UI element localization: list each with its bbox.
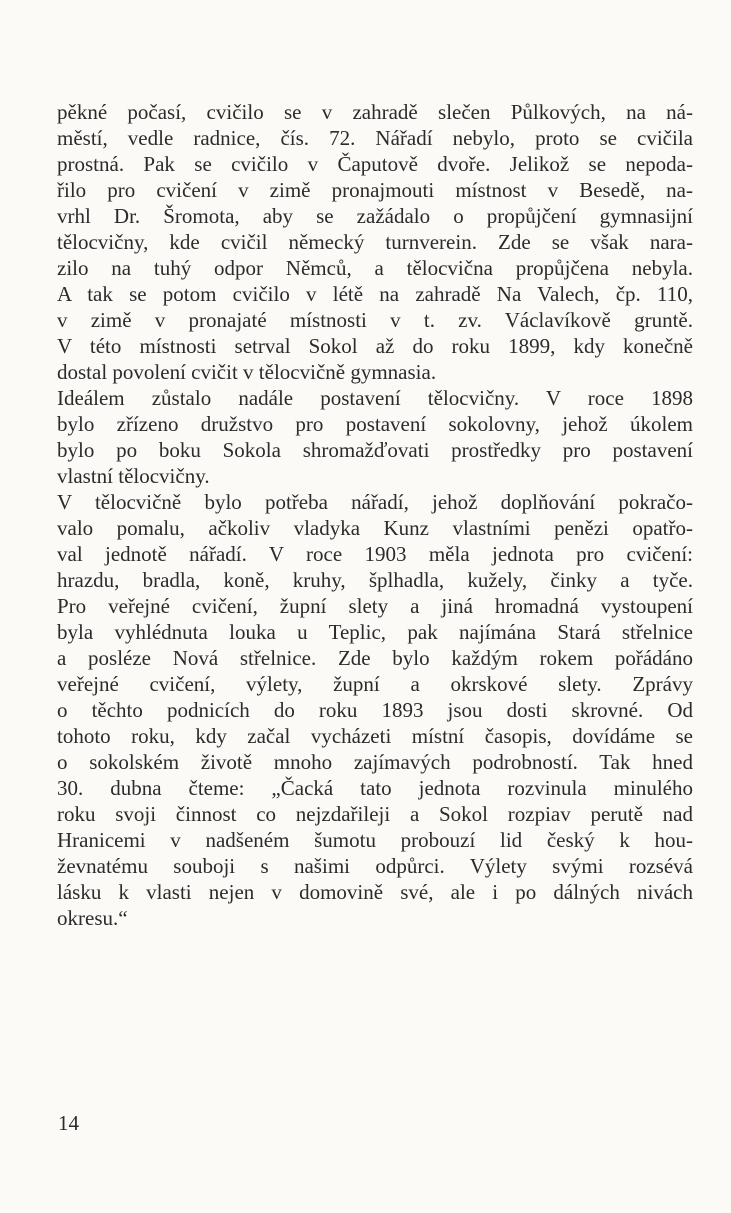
text-line: lásku k vlasti nejen v domovině své, ale i po dálných nivách [57,880,693,904]
text-line: val jednotě nářadí. V roce 1903 měla jednota pro cvičení: [57,542,693,566]
text-line: o těchto podnicích do roku 1893 jsou dosti skrovné. Od [57,698,693,722]
text-line: vrhl Dr. Šromota, aby se zažádalo o propůjčení gymnasijní [57,204,693,228]
text-line: Ideálem zůstalo nadále postavení tělocvičny. V roce 1898 [57,386,693,410]
text-line: a posléze Nová střelnice. Zde bylo každým rokem pořádáno [57,646,693,670]
text-line: zilo na tuhý odpor Němců, a tělocvična propůjčena nebyla. [57,256,693,280]
text-line: tohoto roku, kdy začal vycházeti místní časopis, dovídáme se [57,724,693,748]
text-line: Pro veřejné cvičení, župní slety a jiná hromadná vystoupení [57,594,693,618]
text-line: veřejné cvičení, výlety, župní a okrskové slety. Zprávy [57,672,693,696]
text-line: tělocvičny, kde cvičil německý turnverein. Zde se však nara- [57,230,693,254]
text-line: Hranicemi v nadšeném šumotu probouzí lid český k hou- [57,828,693,852]
text-line: městí, vedle radnice, čís. 72. Nářadí nebylo, proto se cvičila [57,126,693,150]
text-line: vlastní tělocvičny. [57,464,210,488]
text-line: v zimě v pronajaté místnosti v t. zv. Václavíkově gruntě. [57,308,693,332]
text-line: dostal povolení cvičit v tělocvičně gymnasia. [57,360,437,384]
text-line: okresu.“ [57,906,128,930]
text-line: byla vyhlédnuta louka u Teplic, pak najímána Stará střelnice [57,620,693,644]
page-number: 14 [58,1111,79,1135]
text-line: řilo pro cvičení v zimě pronajmouti místnost v Besedě, na- [57,178,693,202]
body-text [57,99,693,931]
text-line: bylo zřízeno družstvo pro postavení sokolovny, jehož úkolem [57,412,693,436]
text-line: 30. dubna čteme: „Čacká tato jednota rozvinula minulého [57,776,693,800]
text-line: ževnatému souboji s našimi odpůrci. Výlety svými rozsévá [57,854,693,878]
text-line: V této místnosti setrval Sokol až do roku 1899, kdy konečně [57,334,693,358]
text-line: valo pomalu, ačkoliv vladyka Kunz vlastními penězi opatřo- [57,516,693,540]
text-line: bylo po boku Sokola shromažďovati prostředky pro postavení [57,438,693,462]
text-line: roku svoji činnost co nejzdařileji a Sokol rozpiav perutě nad [57,802,693,826]
text-line: A tak se potom cvičilo v létě na zahradě Na Valech, čp. 110, [57,282,693,306]
text-line: V tělocvičně bylo potřeba nářadí, jehož doplňování pokračo- [57,490,693,514]
text-line: o sokolském životě mnoho zajímavých podrobností. Tak hned [57,750,693,774]
text-line: hrazdu, bradla, koně, kruhy, šplhadla, kužely, činky a tyče. [57,568,693,592]
text-line: pěkné počasí, cvičilo se v zahradě slečen Půlkových, na ná- [57,100,693,124]
text-line: prostná. Pak se cvičilo v Čaputově dvoře. Jelikož se nepoda- [57,152,693,176]
